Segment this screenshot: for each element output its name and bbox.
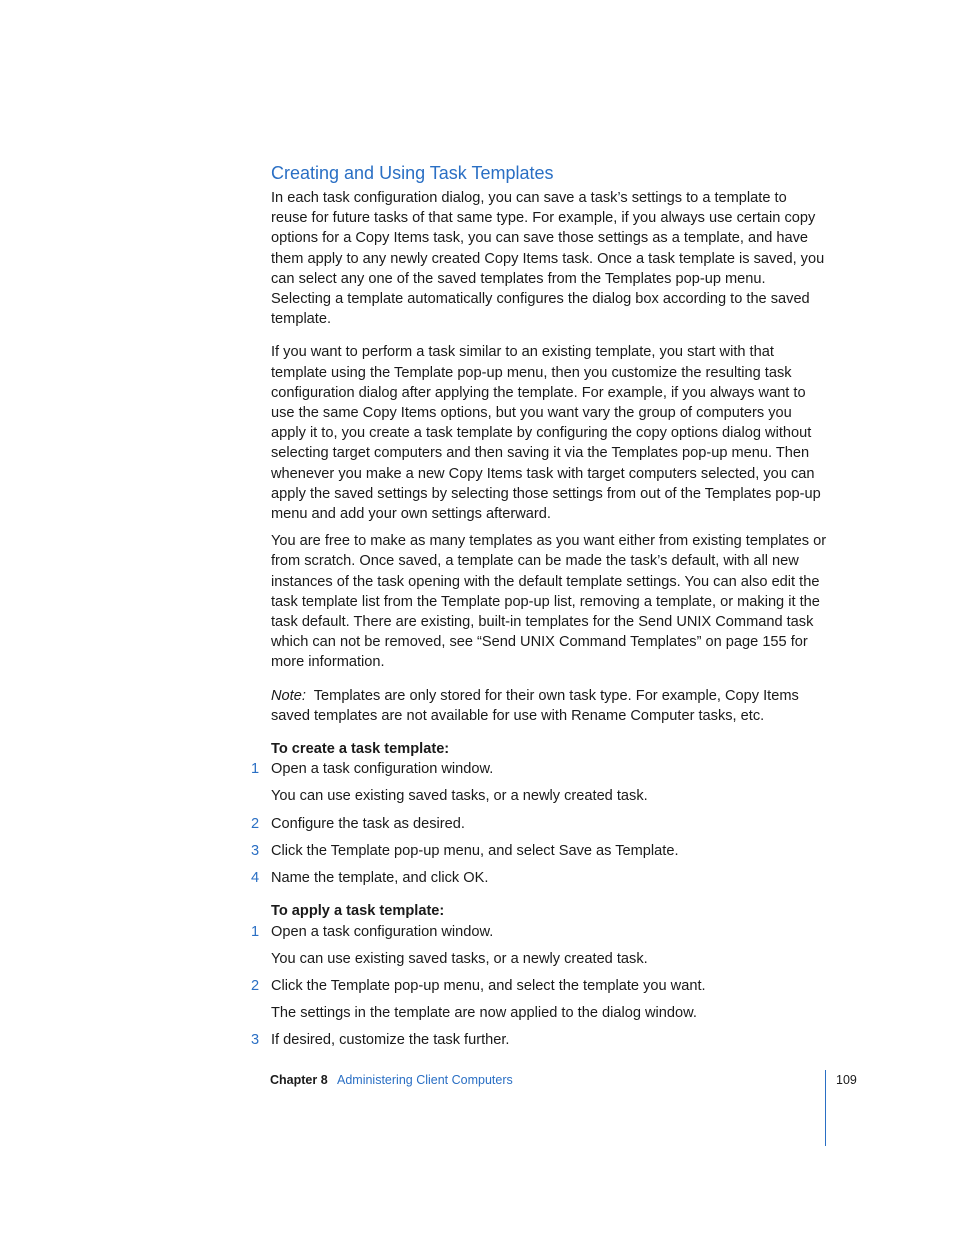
step-number: 4 (251, 870, 260, 887)
step-text: Click the Template pop-up menu, and select Save as Template. (271, 842, 679, 859)
apply-step-2 (251, 976, 827, 996)
step-number: 1 (251, 923, 260, 940)
step-text: Open a task configuration window. (271, 923, 494, 940)
page-number: 109 (836, 1073, 857, 1087)
step-number: 3 (251, 1032, 260, 1049)
step-text: Name the template, and click OK. (271, 870, 489, 887)
create-step-3 (251, 841, 827, 861)
create-step-4 (251, 868, 827, 888)
create-step-1 (251, 759, 827, 779)
step-number: 3 (251, 842, 260, 859)
step-number: 1 (251, 761, 260, 778)
create-step-2 (251, 814, 827, 834)
body-paragraph: If you want to perform a task similar to an existing template, you start with that template using the Template pop-up menu, then you customize the resulting task configuration dialog after applying the template. For example, if you always want to use the same Copy Items options, but you want vary the group of computers you apply it to, you create a task template by configuring the copy options dialog without selecting target computers and then saving it via the Templates pop-up menu. Then whenever you make a new Copy Items task with target computers selected, you can apply the saved settings by selecting those settings from out of the Templates pop-up menu and add your own settings afterward. (271, 344, 821, 523)
section-heading: Creating and Using Task Templates (271, 163, 554, 183)
footer-chapter-title: Administering Client Computers (337, 1073, 513, 1087)
apply-step-3 (251, 1030, 827, 1050)
step-text: Open a task configuration window. (271, 761, 494, 778)
step-text: If desired, customize the task further. (271, 1032, 510, 1049)
step-detail: You can use existing saved tasks, or a newly created task. (271, 950, 648, 967)
create-template-heading: To create a task template: (271, 741, 450, 758)
step-text: Click the Template pop-up menu, and select the template you want. (271, 977, 706, 994)
note-paragraph (271, 686, 827, 726)
apply-step-1 (251, 922, 827, 942)
note-label: Note: (271, 687, 306, 704)
step-detail: The settings in the template are now applied to the dialog window. (271, 1005, 697, 1022)
step-detail: You can use existing saved tasks, or a newly created task. (271, 788, 648, 805)
note-text: Templates are only stored for their own task type. For example, Copy Items saved templates are not available for use with Rename Computer tasks, etc. (271, 687, 799, 724)
step-number: 2 (251, 977, 260, 994)
footer-chapter: Chapter 8 (270, 1073, 328, 1087)
page-content (251, 162, 827, 1051)
step-number: 2 (251, 815, 260, 832)
footer-divider (825, 1070, 826, 1146)
apply-template-heading: To apply a task template: (271, 903, 445, 920)
step-text: Configure the task as desired. (271, 815, 465, 832)
body-paragraph: In each task configuration dialog, you can save a task’s settings to a template to reuse for future tasks of that same type. For example, if you always use certain copy options for a Copy Items task, you can save those settings as a template, and have them apply to any newly created Copy Items task. Once a task template is saved, you can select any one of the saved templates from the Templates pop-up menu. Selecting a template automatically configures the dialog box according to the saved template. (271, 190, 825, 328)
body-paragraph: You are free to make as many templates as you want either from existing templates or from scratch. Once saved, a template can be made the task’s default, with all new instances of the task opening with the default template settings. You can also edit the task template list from the Template pop-up list, removing a template, or making it the task default. There are existing, built-in templates for the Send UNIX Command task which can not be removed, see “Send UNIX Command Templates” on page 155 for more information. (271, 533, 827, 671)
